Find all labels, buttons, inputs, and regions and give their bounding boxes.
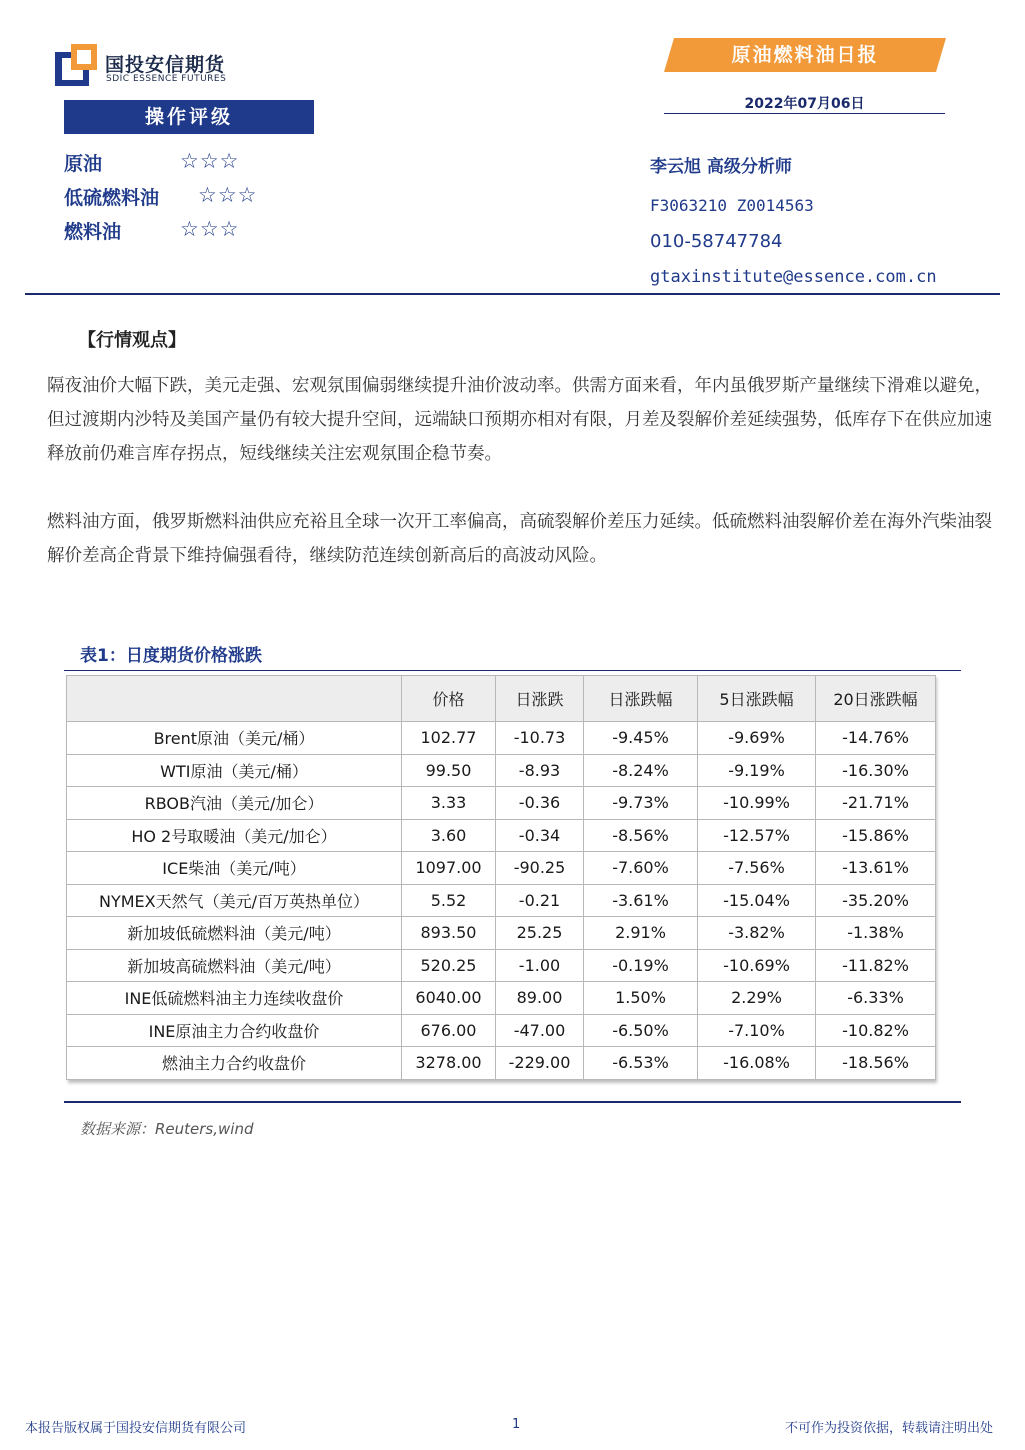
- table-cell: -3.61%: [584, 884, 698, 917]
- table-cell: 676.00: [402, 1014, 496, 1047]
- row-label: INE原油主力合约收盘价: [67, 1014, 402, 1047]
- table-cell: -21.71%: [816, 787, 936, 820]
- table-cell: 893.50: [402, 917, 496, 950]
- table-cell: -12.57%: [698, 819, 816, 852]
- row-label: ICE柴油（美元/吨）: [67, 852, 402, 885]
- table-cell: -1.38%: [816, 917, 936, 950]
- page-number: 1: [512, 1417, 521, 1432]
- table-row: [67, 982, 936, 1015]
- rating-name: 燃料油: [64, 221, 122, 243]
- table-row: [67, 1014, 936, 1047]
- column-header: 20日涨跌幅: [816, 676, 936, 722]
- table-cell: -0.21: [496, 884, 584, 917]
- table-cell: 520.25: [402, 949, 496, 982]
- rating-stars: ☆☆☆: [198, 183, 258, 207]
- report-date: 2022年07月06日: [744, 96, 865, 112]
- table-cell: -0.34: [496, 819, 584, 852]
- table-cell: -9.73%: [584, 787, 698, 820]
- table-cell: 2.91%: [584, 917, 698, 950]
- row-label: HO 2号取暖油（美元/加仑）: [67, 819, 402, 852]
- table-cell: -35.20%: [816, 884, 936, 917]
- row-label: WTI原油（美元/桶）: [67, 754, 402, 787]
- table-cell: -229.00: [496, 1047, 584, 1080]
- footer-disclaimer: 不可作为投资依据，转载请注明出处: [784, 1421, 993, 1436]
- analyst-name: 李云旭 高级分析师: [650, 157, 792, 177]
- table-row: [67, 884, 936, 917]
- row-label: NYMEX天然气（美元/百万英热单位）: [67, 884, 402, 917]
- table-row: [67, 852, 936, 885]
- rating-title: 操作评级: [64, 100, 314, 134]
- analyst-cert: F3063210 Z0014563: [650, 196, 814, 215]
- table-cell: 99.50: [402, 754, 496, 787]
- table-cell: -10.82%: [816, 1014, 936, 1047]
- table-cell: -11.82%: [816, 949, 936, 982]
- analyst-email[interactable]: gtaxinstitute@essence.com.cn: [650, 267, 937, 287]
- table-cell: 89.00: [496, 982, 584, 1015]
- column-header: 日涨跌: [496, 676, 584, 722]
- table-cell: 102.77: [402, 722, 496, 755]
- commentary-paragraph: 隔夜油价大幅下跌，美元走强、宏观氛围偏弱继续提升油价波动率。供需方面来看，年内虽俄罗斯产量继续下滑难以避免，但过渡期内沙特及美国产量仍有较大提升空间，远端缺口预期亦相对有限，月差及裂解价差延续强势，低库存下在供应加速释放前仍难言库存拐点，短线继续关注宏观氛围企稳节奏。: [47, 376, 992, 464]
- table-cell: -8.93: [496, 754, 584, 787]
- table-row: [67, 787, 936, 820]
- table-cell: -8.56%: [584, 819, 698, 852]
- rating-stars: ☆☆☆: [180, 149, 240, 173]
- table-cell: -14.76%: [816, 722, 936, 755]
- rating-row-crude: [64, 149, 240, 176]
- table-cell: 25.25: [496, 917, 584, 950]
- table-cell: -1.00: [496, 949, 584, 982]
- table-cell: 6040.00: [402, 982, 496, 1015]
- report-title: 原油燃料油日报: [731, 44, 879, 66]
- table-row: [67, 754, 936, 787]
- table-cell: -7.10%: [698, 1014, 816, 1047]
- data-source: 数据来源：Reuters,wind: [80, 1120, 254, 1138]
- table-cell: -13.61%: [816, 852, 936, 885]
- row-label: 燃油主力合约收盘价: [67, 1047, 402, 1080]
- table-cell: -6.53%: [584, 1047, 698, 1080]
- table-cell: -16.30%: [816, 754, 936, 787]
- row-label: 新加坡低硫燃料油（美元/吨）: [67, 917, 402, 950]
- table-cell: -90.25: [496, 852, 584, 885]
- rating-stars: ☆☆☆: [180, 217, 240, 241]
- company-logo-icon: [55, 44, 97, 86]
- table-cell: 3.60: [402, 819, 496, 852]
- commentary-paragraph: 燃料油方面，俄罗斯燃料油供应充裕且全球一次开工率偏高，高硫裂解价差压力延续。低硫燃料油裂解价差在海外汽柴油裂解价差高企背景下维持偏强看待，继续防范连续创新高后的高波动风险。: [47, 512, 992, 566]
- date-underline: [664, 113, 945, 114]
- price-table-container: [66, 675, 935, 1080]
- table-cell: 1.50%: [584, 982, 698, 1015]
- header-divider: [25, 293, 1000, 295]
- company-name-cn: 国投安信期货: [105, 54, 226, 76]
- table-cell: -8.24%: [584, 754, 698, 787]
- table-cell: -16.08%: [698, 1047, 816, 1080]
- table-cell: -7.60%: [584, 852, 698, 885]
- table-cell: -18.56%: [816, 1047, 936, 1080]
- row-label: INE低硫燃料油主力连续收盘价: [67, 982, 402, 1015]
- table-cell: -9.45%: [584, 722, 698, 755]
- table-cell: 1097.00: [402, 852, 496, 885]
- table-cell: -7.56%: [698, 852, 816, 885]
- table-row: [67, 1047, 936, 1080]
- column-header: 5日涨跌幅: [698, 676, 816, 722]
- table-row: [67, 819, 936, 852]
- commentary-title: 【行情观点】: [78, 330, 186, 351]
- table-cell: -6.33%: [816, 982, 936, 1015]
- table-cell: -6.50%: [584, 1014, 698, 1047]
- table-cell: 5.52: [402, 884, 496, 917]
- price-table: [66, 675, 936, 1080]
- column-header: 价格: [402, 676, 496, 722]
- table-cell: -47.00: [496, 1014, 584, 1047]
- table-cell: -9.69%: [698, 722, 816, 755]
- table-row: [67, 722, 936, 755]
- table-title: 表1：日度期货价格涨跌: [80, 646, 262, 666]
- table-cell: -9.19%: [698, 754, 816, 787]
- table-header-row: [67, 676, 936, 722]
- column-header: 日涨跌幅: [584, 676, 698, 722]
- table-cell: 3278.00: [402, 1047, 496, 1080]
- table-cell: -10.69%: [698, 949, 816, 982]
- rating-row-fuel-oil: [64, 217, 240, 244]
- column-header: [67, 676, 402, 722]
- table-cell: 2.29%: [698, 982, 816, 1015]
- row-label: 新加坡高硫燃料油（美元/吨）: [67, 949, 402, 982]
- row-label: RBOB汽油（美元/加仑）: [67, 787, 402, 820]
- footer-copyright: 本报告版权属于国投安信期货有限公司: [25, 1421, 247, 1436]
- rating-name: 低硫燃料油: [64, 187, 160, 209]
- table-row: [67, 949, 936, 982]
- table-cell: -10.99%: [698, 787, 816, 820]
- analyst-phone: 010-58747784: [650, 231, 783, 252]
- row-label: Brent原油（美元/桶）: [67, 722, 402, 755]
- company-name-en: SDIC ESSENCE FUTURES: [106, 74, 227, 84]
- table-cell: -0.36: [496, 787, 584, 820]
- table-cell: -15.86%: [816, 819, 936, 852]
- table-top-rule: [64, 670, 961, 671]
- table-cell: -10.73: [496, 722, 584, 755]
- table-cell: -15.04%: [698, 884, 816, 917]
- rating-row-low-sulfur: [64, 183, 258, 210]
- table-cell: -3.82%: [698, 917, 816, 950]
- table-cell: 3.33: [402, 787, 496, 820]
- table-row: [67, 917, 936, 950]
- rating-name: 原油: [64, 153, 103, 175]
- table-bottom-rule: [64, 1101, 961, 1103]
- table-cell: -0.19%: [584, 949, 698, 982]
